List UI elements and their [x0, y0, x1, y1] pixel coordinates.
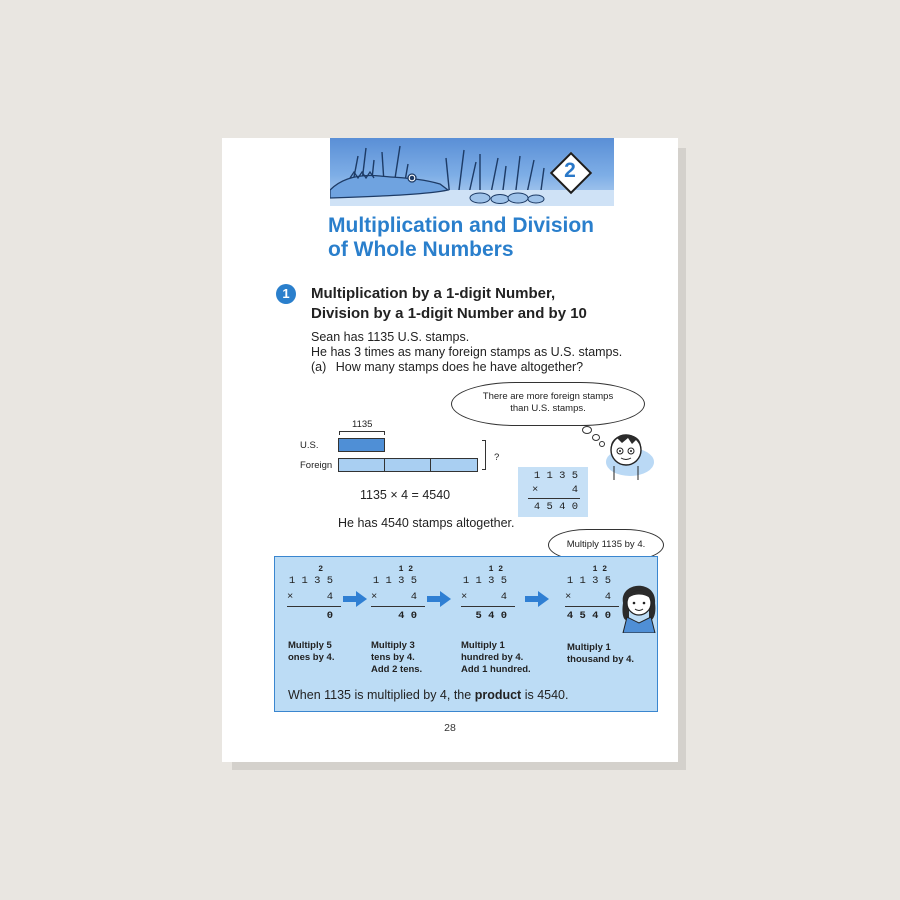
- bubble-top-line1: There are more foreign stamps: [482, 391, 614, 402]
- step-text-line: thousand by 4.: [567, 654, 635, 665]
- chapter-number-badge: [550, 152, 590, 192]
- equation: 1135 × 4 = 4540: [360, 488, 451, 502]
- step-times: ×: [461, 591, 468, 603]
- step-multiplier: 4: [326, 591, 333, 603]
- summary-after: is 4540.: [524, 688, 569, 702]
- step-text-line: Multiply 3: [371, 640, 415, 651]
- foreign-label: Foreign: [300, 460, 333, 471]
- section-title-line2: Division by a 1-digit Number and by 10: [311, 305, 587, 322]
- calc-multiplier: 4: [571, 484, 578, 496]
- us-bar: [338, 438, 385, 452]
- arrow-right-icon: [525, 591, 549, 607]
- calc-times: ×: [532, 484, 539, 496]
- step-3-explanation: [461, 640, 531, 676]
- step-multiplier: 4: [604, 591, 611, 603]
- step-line: [287, 606, 341, 607]
- bar-top-value: 1135: [352, 419, 373, 430]
- step-text-line: tens by 4.: [371, 652, 415, 663]
- calc-top: 1 1 3 5: [533, 470, 578, 482]
- step-carry: 1 2: [398, 565, 413, 574]
- thought-bubble-top: [451, 382, 645, 426]
- step-line: [461, 606, 515, 607]
- summary-before: When 1135 is multiplied by 4, the: [288, 688, 472, 702]
- chapter-title: [328, 214, 658, 262]
- us-label: U.S.: [300, 440, 319, 451]
- step-result: 0: [326, 610, 333, 622]
- part-label: (a): [311, 360, 327, 374]
- summary-sentence: [288, 688, 568, 702]
- textbook-page: [222, 138, 678, 762]
- step-text-line: Add 2 tens.: [371, 664, 423, 675]
- bubble-dot: [582, 426, 592, 434]
- step-text-line: Multiply 1: [567, 642, 611, 653]
- section-title-line1: Multiplication by a 1-digit Number,: [311, 285, 556, 302]
- step-carry: 2: [318, 565, 323, 574]
- boy-character-illustration: [602, 426, 656, 480]
- step-top: 1 1 3 5: [462, 575, 507, 587]
- step-carry: 1 2: [592, 565, 607, 574]
- step-top: 1 1 3 5: [566, 575, 611, 587]
- arrow-right-icon: [343, 591, 367, 607]
- step-times: ×: [565, 591, 572, 603]
- step-text-line: Multiply 5: [288, 640, 332, 651]
- step-multiplier: 4: [500, 591, 507, 603]
- section-number: 1: [276, 284, 296, 304]
- step-times: ×: [371, 591, 378, 603]
- top-brace: [339, 431, 385, 435]
- bubble-dot: [592, 434, 600, 441]
- side-brace: [482, 440, 486, 470]
- calc-result: 4 5 4 0: [533, 501, 578, 513]
- problem-line1: Sean has 1135 U.S. stamps.: [311, 330, 470, 344]
- step-carry: 1 2: [488, 565, 503, 574]
- foreign-bar-divider: [384, 459, 385, 471]
- calc-line: [528, 498, 580, 499]
- thought-bubble-bottom: Multiply 1135 by 4.: [548, 529, 664, 561]
- problem-line2: He has 3 times as many foreign stamps as U.S. stamps.: [311, 345, 623, 359]
- step-4-explanation: [567, 642, 634, 666]
- page-number: 28: [444, 722, 456, 734]
- step-result: 4 5 4 0: [566, 610, 611, 622]
- step-top: 1 1 3 5: [288, 575, 333, 587]
- girl-character-illustration: [619, 573, 659, 633]
- step-text-line: Multiply 1: [461, 640, 505, 651]
- step-1-explanation: [288, 640, 334, 664]
- vertical-calculation: [518, 467, 588, 517]
- chapter-title-line1: Multiplication and Division: [328, 214, 595, 237]
- chapter-title-line2: of Whole Numbers: [328, 238, 514, 261]
- bubble-top-line2: than U.S. stamps.: [510, 403, 586, 414]
- step-text-line: hundred by 4.: [461, 652, 524, 663]
- foreign-bar-divider: [430, 459, 431, 471]
- foreign-bar: [338, 458, 478, 472]
- answer-text: He has 4540 stamps altogether.: [338, 516, 515, 530]
- summary-key-term: product: [474, 688, 522, 702]
- step-top: 1 1 3 5: [372, 575, 417, 587]
- step-line: [371, 606, 425, 607]
- step-text-line: Add 1 hundred.: [461, 664, 531, 675]
- problem-statement: [311, 330, 651, 375]
- multiplication-steps-box: [274, 556, 658, 712]
- section-title: [311, 284, 651, 324]
- step-multiplier: 4: [410, 591, 417, 603]
- step-line: [565, 606, 619, 607]
- step-result: 4 0: [398, 610, 417, 622]
- part-text: How many stamps does he have altogether?: [335, 360, 584, 374]
- arrow-right-icon: [427, 591, 451, 607]
- step-text-line: ones by 4.: [288, 652, 335, 663]
- question-mark: ?: [494, 452, 500, 463]
- problem-part-a: [311, 360, 651, 375]
- step-times: ×: [287, 591, 294, 603]
- chapter-number: 2: [564, 159, 576, 182]
- step-result: 5 4 0: [475, 610, 507, 622]
- step-2-explanation: [371, 640, 422, 676]
